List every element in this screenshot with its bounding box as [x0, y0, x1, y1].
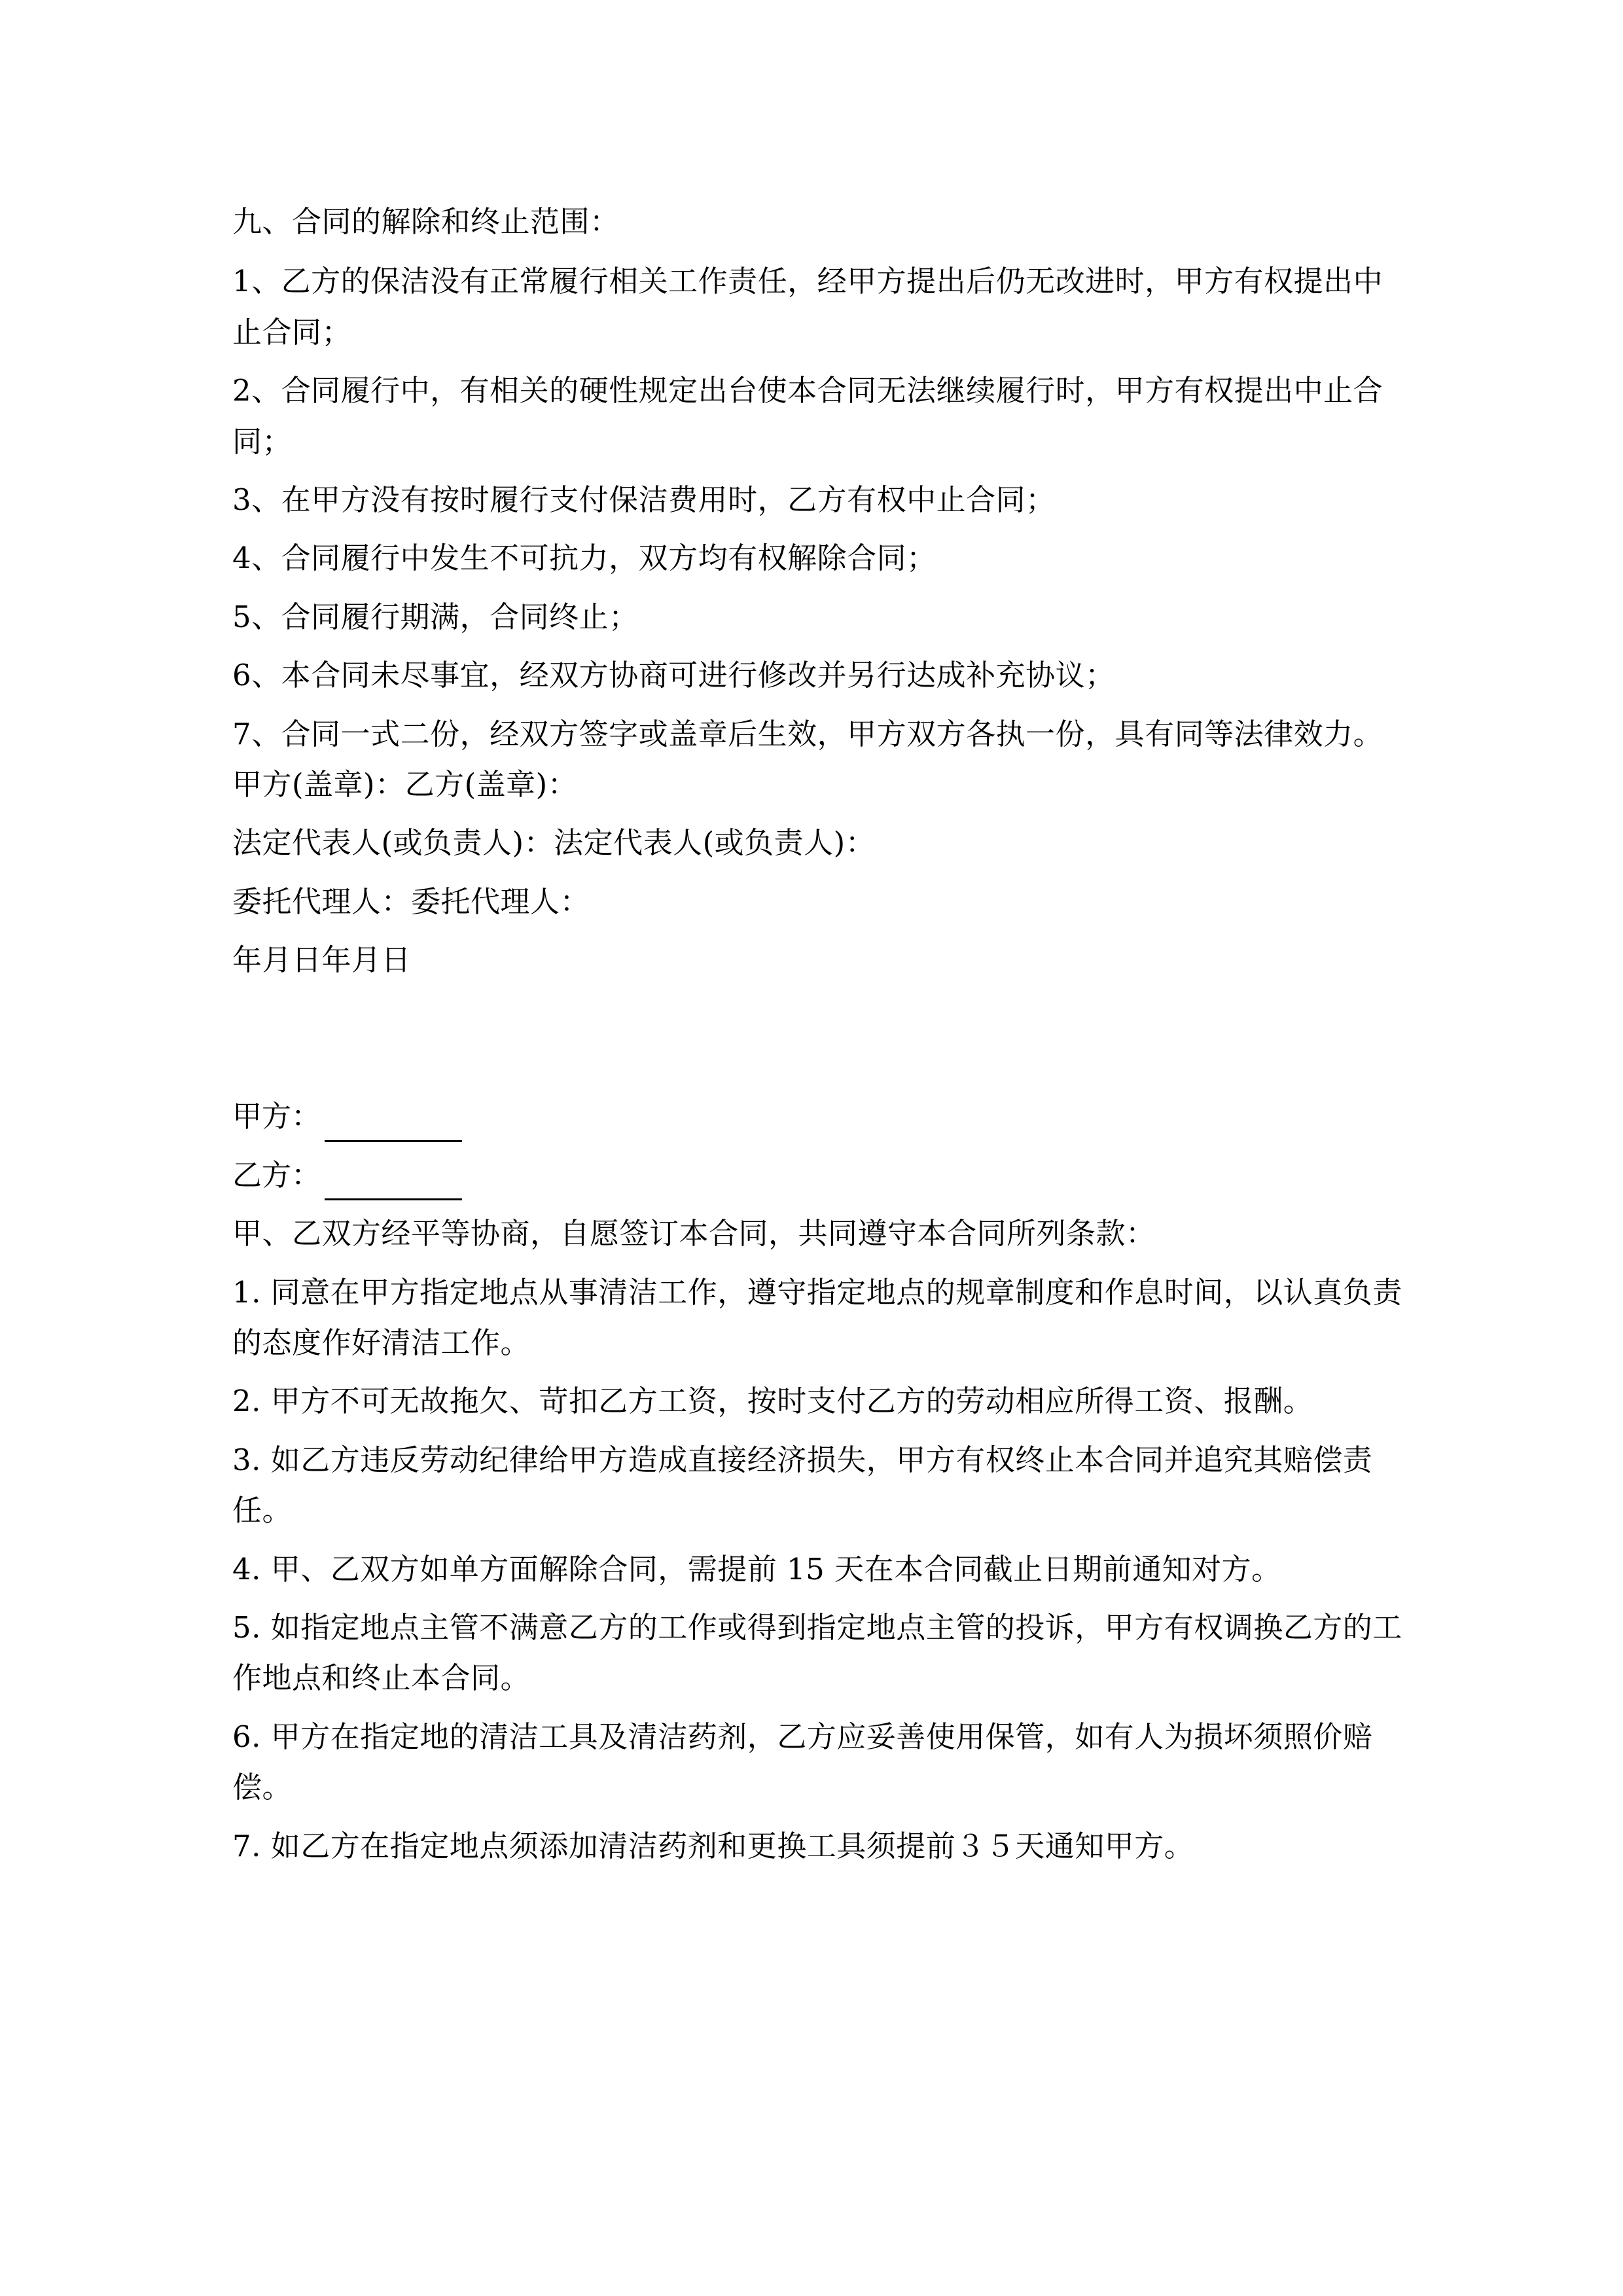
party-b-blank[interactable]	[325, 1171, 462, 1200]
second-term-5: 5. 如指定地点主管不满意乙方的工作或得到指定地点主管的投诉，甲方有权调换乙方的工作地点和终止本合同。	[232, 1609, 1402, 1696]
document-body	[232, 196, 1404, 1871]
party-b-field[interactable]	[232, 1150, 1404, 1200]
second-term-7: 7. 如乙方在指定地点须添加清洁药剂和更换工具须提前３５天通知甲方。	[232, 1828, 1194, 1863]
entrusted-agent-line: 委托代理人：委托代理人：	[232, 884, 590, 919]
party-a-field[interactable]	[232, 1091, 1404, 1141]
party-b-label: 乙方：	[232, 1157, 321, 1193]
party-a-label: 甲方：	[232, 1099, 321, 1134]
second-term-4: 4. 甲、乙双方如单方面解除合同，需提前 15 天在本合同截止日期前通知对方。	[232, 1551, 1281, 1587]
clause-6: 6、本合同未尽事宜，经双方协商可进行修改并另行达成补充协议；	[232, 658, 1115, 693]
date-line: 年月日年月日	[232, 942, 412, 978]
clause-5: 5、合同履行期满，合同终止；	[232, 599, 639, 634]
second-term-1: 1. 同意在甲方指定地点从事清洁工作，遵守指定地点的规章制度和作息时间，以认真负责的态度作好清洁工作。	[232, 1274, 1402, 1361]
second-contract-intro: 甲、乙双方经平等协商，自愿签订本合同，共同遵守本合同所列条款：	[232, 1216, 1156, 1251]
party-a-blank[interactable]	[325, 1113, 462, 1142]
clause-1: 1、乙方的保洁没有正常履行相关工作责任，经甲方提出后仍无改进时，甲方有权提出中止合同；	[232, 264, 1383, 350]
second-term-3: 3. 如乙方违反劳动纪律给甲方造成直接经济损失，甲方有权终止本合同并追究其赔偿责任。	[232, 1442, 1373, 1528]
clause-4: 4、合同履行中发生不可抗力，双方均有权解除合同；	[232, 541, 936, 576]
clause-2: 2、合同履行中，有相关的硬性规定出台使本合同无法继续履行时，甲方有权提出中止合同；	[232, 373, 1383, 459]
clause-3: 3、在甲方没有按时履行支付保洁费用时，乙方有权中止合同；	[232, 482, 1056, 517]
clause-7: 7、合同一式二份，经双方签字或盖章后生效，甲方双方各执一份，具有同等法律效力。甲方(盖章)：乙方(盖章)：	[232, 716, 1383, 802]
section-heading: 九、合同的解除和终止范围：	[232, 204, 620, 239]
second-term-6: 6. 甲方在指定地的清洁工具及清洁药剂，乙方应妥善使用保管，如有人为损坏须照价赔偿。	[232, 1719, 1373, 1805]
block-spacer	[232, 993, 1404, 1091]
second-term-2: 2. 甲方不可无故拖欠、苛扣乙方工资，按时支付乙方的劳动相应所得工资、报酬。	[232, 1384, 1313, 1419]
legal-representative-line: 法定代表人(或负责人)：法定代表人(或负责人)：	[232, 825, 876, 861]
